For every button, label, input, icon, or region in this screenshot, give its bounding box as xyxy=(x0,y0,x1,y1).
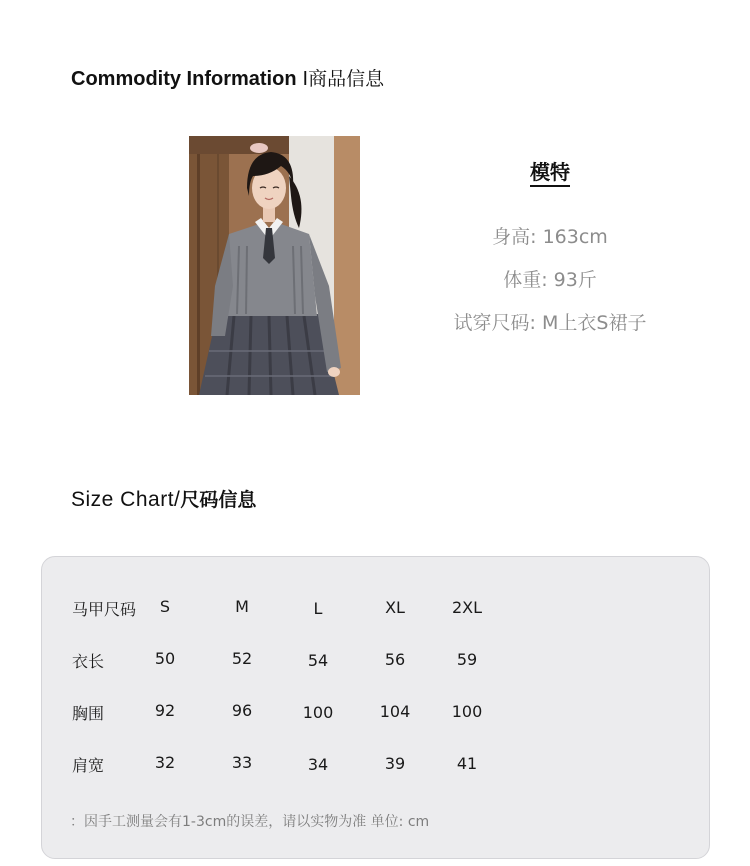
table-cell: 56 xyxy=(384,650,406,669)
header-cell-2xl: 2XL xyxy=(451,598,483,617)
table-cell: 34 xyxy=(307,755,329,774)
commodity-title-en: Commodity Information xyxy=(71,68,297,90)
table-cell: 59 xyxy=(456,650,478,669)
table-cell: 100 xyxy=(302,703,334,722)
header-cell-l: L xyxy=(313,599,323,618)
table-cell: 52 xyxy=(231,649,253,668)
model-height: 身高: 163cm xyxy=(492,226,608,248)
measurement-note: ：因手工测量会有1-3cm的误差，请以实物为准 单位: cm xyxy=(70,814,430,830)
header-cell-m: M xyxy=(235,597,249,616)
table-cell: 92 xyxy=(154,701,176,720)
model-weight: 体重: 93斤 xyxy=(503,269,597,291)
commodity-information-title xyxy=(71,64,384,91)
table-cell: 104 xyxy=(379,702,411,721)
size-chart-card xyxy=(41,556,710,859)
size-chart-title xyxy=(71,485,256,512)
header-cell-s: S xyxy=(159,597,171,616)
table-cell: 33 xyxy=(231,753,253,772)
table-cell: 100 xyxy=(451,702,483,721)
size-chart-title-en: Size Chart/ xyxy=(71,488,181,511)
model-photo xyxy=(189,136,360,395)
row-label-shoulder: 肩宽 xyxy=(72,756,105,775)
commodity-title-cn: 商品信息 xyxy=(308,68,385,90)
table-cell: 50 xyxy=(154,649,176,668)
row-label-length: 衣长 xyxy=(72,652,105,671)
table-cell: 54 xyxy=(307,651,329,670)
table-cell: 39 xyxy=(384,754,406,773)
header-cell-xl: XL xyxy=(385,598,405,617)
header-cell-label: 马甲尺码 xyxy=(72,600,137,619)
table-cell: 32 xyxy=(154,753,176,772)
model-label: 模特 xyxy=(530,160,570,187)
size-chart-title-cn: 尺码信息 xyxy=(180,489,257,511)
model-info xyxy=(440,160,660,334)
table-cell: 41 xyxy=(456,754,478,773)
commodity-title-separator: I xyxy=(302,68,309,90)
model-trial-size: 试穿尺码: M上衣S裙子 xyxy=(453,312,647,334)
row-label-chest: 胸围 xyxy=(72,704,105,723)
table-cell: 96 xyxy=(231,701,253,720)
